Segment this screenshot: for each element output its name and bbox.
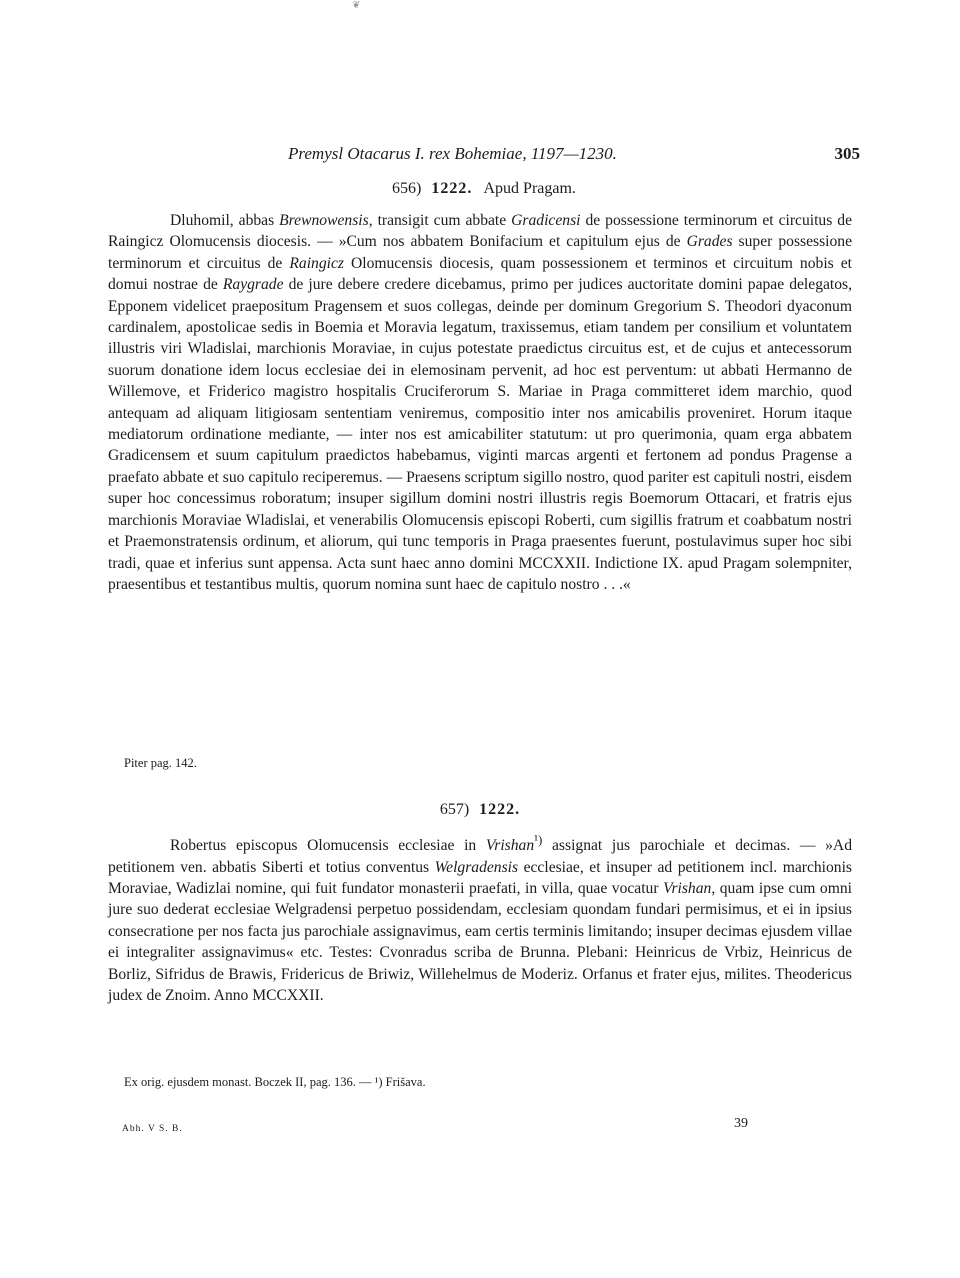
doc-656-source: Piter pag. 142. bbox=[124, 756, 197, 770]
page-number: 305 bbox=[834, 144, 860, 163]
doc-657-year: 1222. bbox=[479, 801, 521, 818]
page-header bbox=[108, 144, 860, 170]
doc-656-year: 1222. bbox=[431, 180, 473, 197]
doc-656-place: Apud Pragam. bbox=[483, 180, 576, 197]
running-title: Premysl Otacarus I. rex Bohemiae, 1197—1230. bbox=[288, 144, 617, 163]
doc-656-text: Dluhomil, abbas Brewnowensis, transigit cum abbate Gradicensi de possessione terminorum et circuitus de Raingicz Olomucensis diocesis. — »Cum nos abbatem Bonifacium et capitulum ejus de Grades super possessione terminorum et circuitus de Raingicz Olomucensis diocesis, quam possessionem et terminos et circuitum nobis et domui nostrae de Raygrade de jure debere credere dicebamus, primo per judices auctoritate domini papae delegatos, Epponem videlicet praepositum Pragensem et suos collegas, deinde per dominum Gregorium S. Theodori dyaconum cardinalem, apostolicae sedis in Boemia et Moravia legatum, traxissemus, etiam tandem per consilium et voluntatem illustris viri Wladislai, marchionis Moraviae, in cujus potestate praedictus circuitus est, et de cujus et antecessorum suorum donatione idem locus ecclesiae dei in elemosinam pervenit, ad hoc est perventum: ut abbati Hermanno de Willemove, et Friderico magistro hospitalis Cruciferorum S. Mariae in Praga committeret idem marchio, quod antequam ad aliquam litigiosam sententiam veniremus, compositio inter nos amicabilis proveniret. Horum itaque mediatorum ordinatione mediante, — inter nos est amicabiliter statutum: ut pro querimonia, quam erga abbatem Gradicensem et suum capitulum praedictos habebamus, viginti marcas argenti et fertonem ad pondus Pragense a praefato abbate et suo capitulo reciperemus. — Praesens scriptum sigillo nostro, quod pariter est capituli nostri, eisdem super hoc concessimus roboratum; insuper sigillum domini nostri illustris regis Boemorum Ottacari, et fratris ejus marchionis Moraviae Wladislai, et venerabilis Olomucensis episcopi Roberti, cum sigillis fratrum et coabbatum nostri et Praemonstratensis ordinum, et aliorum, qui tunc temporis in Praga praesentes fuerunt, postulavimus super hoc sibi tradi, quae et inferius sunt appensa. Acta sunt haec anno domini MCCXXII. Indictione IX. apud Pragam solempniter, praesentibus et testantibus multis, quorum nomina sunt haec de capitulo nostro . . .« bbox=[108, 212, 853, 593]
scan-mark: ❦ bbox=[352, 0, 361, 11]
doc-657-source: Ex orig. ejusdem monast. Boczek II, pag. 136. — ¹) Frišava. bbox=[124, 1075, 426, 1089]
sheet-number: 39 bbox=[734, 1116, 748, 1131]
doc-657-number: 657) bbox=[439, 801, 470, 818]
doc-657-text: Robertus episcopus Olomucensis ecclesiae in Vrishan$^{^1)}$ assignat jus parochiale et decimas. — »Ad petitionem ven. abbatis Siberti et totius conventus Welgradensis ecclesiae, et insuper ad petitionem incl. marchionis Moraviae, Wadizlai nomine, qui fuit fundator monasterii praefati, in villa, quae vocatur Vrishan, quam ipse cum omni jure suo dederat ecclesiae Welgradensi perpetuo possidendam, ecclesiam quondam fundari permisimus, et ei in ipsius consecratione per nos facta jus parochiale assignavimus, eam certis terminis limitando; insuper decimas ejusdem villae ei integraliter assignavimus« etc. Testes: Cvonradus scriba de Brunna. Plebani: Heinricus de Vrbiz, Heinricus de Borliz, Sifridus de Brawis, Fridericus de Briwiz, Willehelmus de Moderiz. Orfanus et frater ejus, milites. Theodericus judex de Znoim. Anno MCCXXII. bbox=[108, 832, 852, 1005]
doc-656-number: 656) bbox=[392, 180, 422, 197]
doc-656-heading bbox=[108, 180, 860, 198]
printer-signature: Abh. V S. B. bbox=[122, 1124, 183, 1134]
doc-657-heading bbox=[108, 801, 860, 819]
